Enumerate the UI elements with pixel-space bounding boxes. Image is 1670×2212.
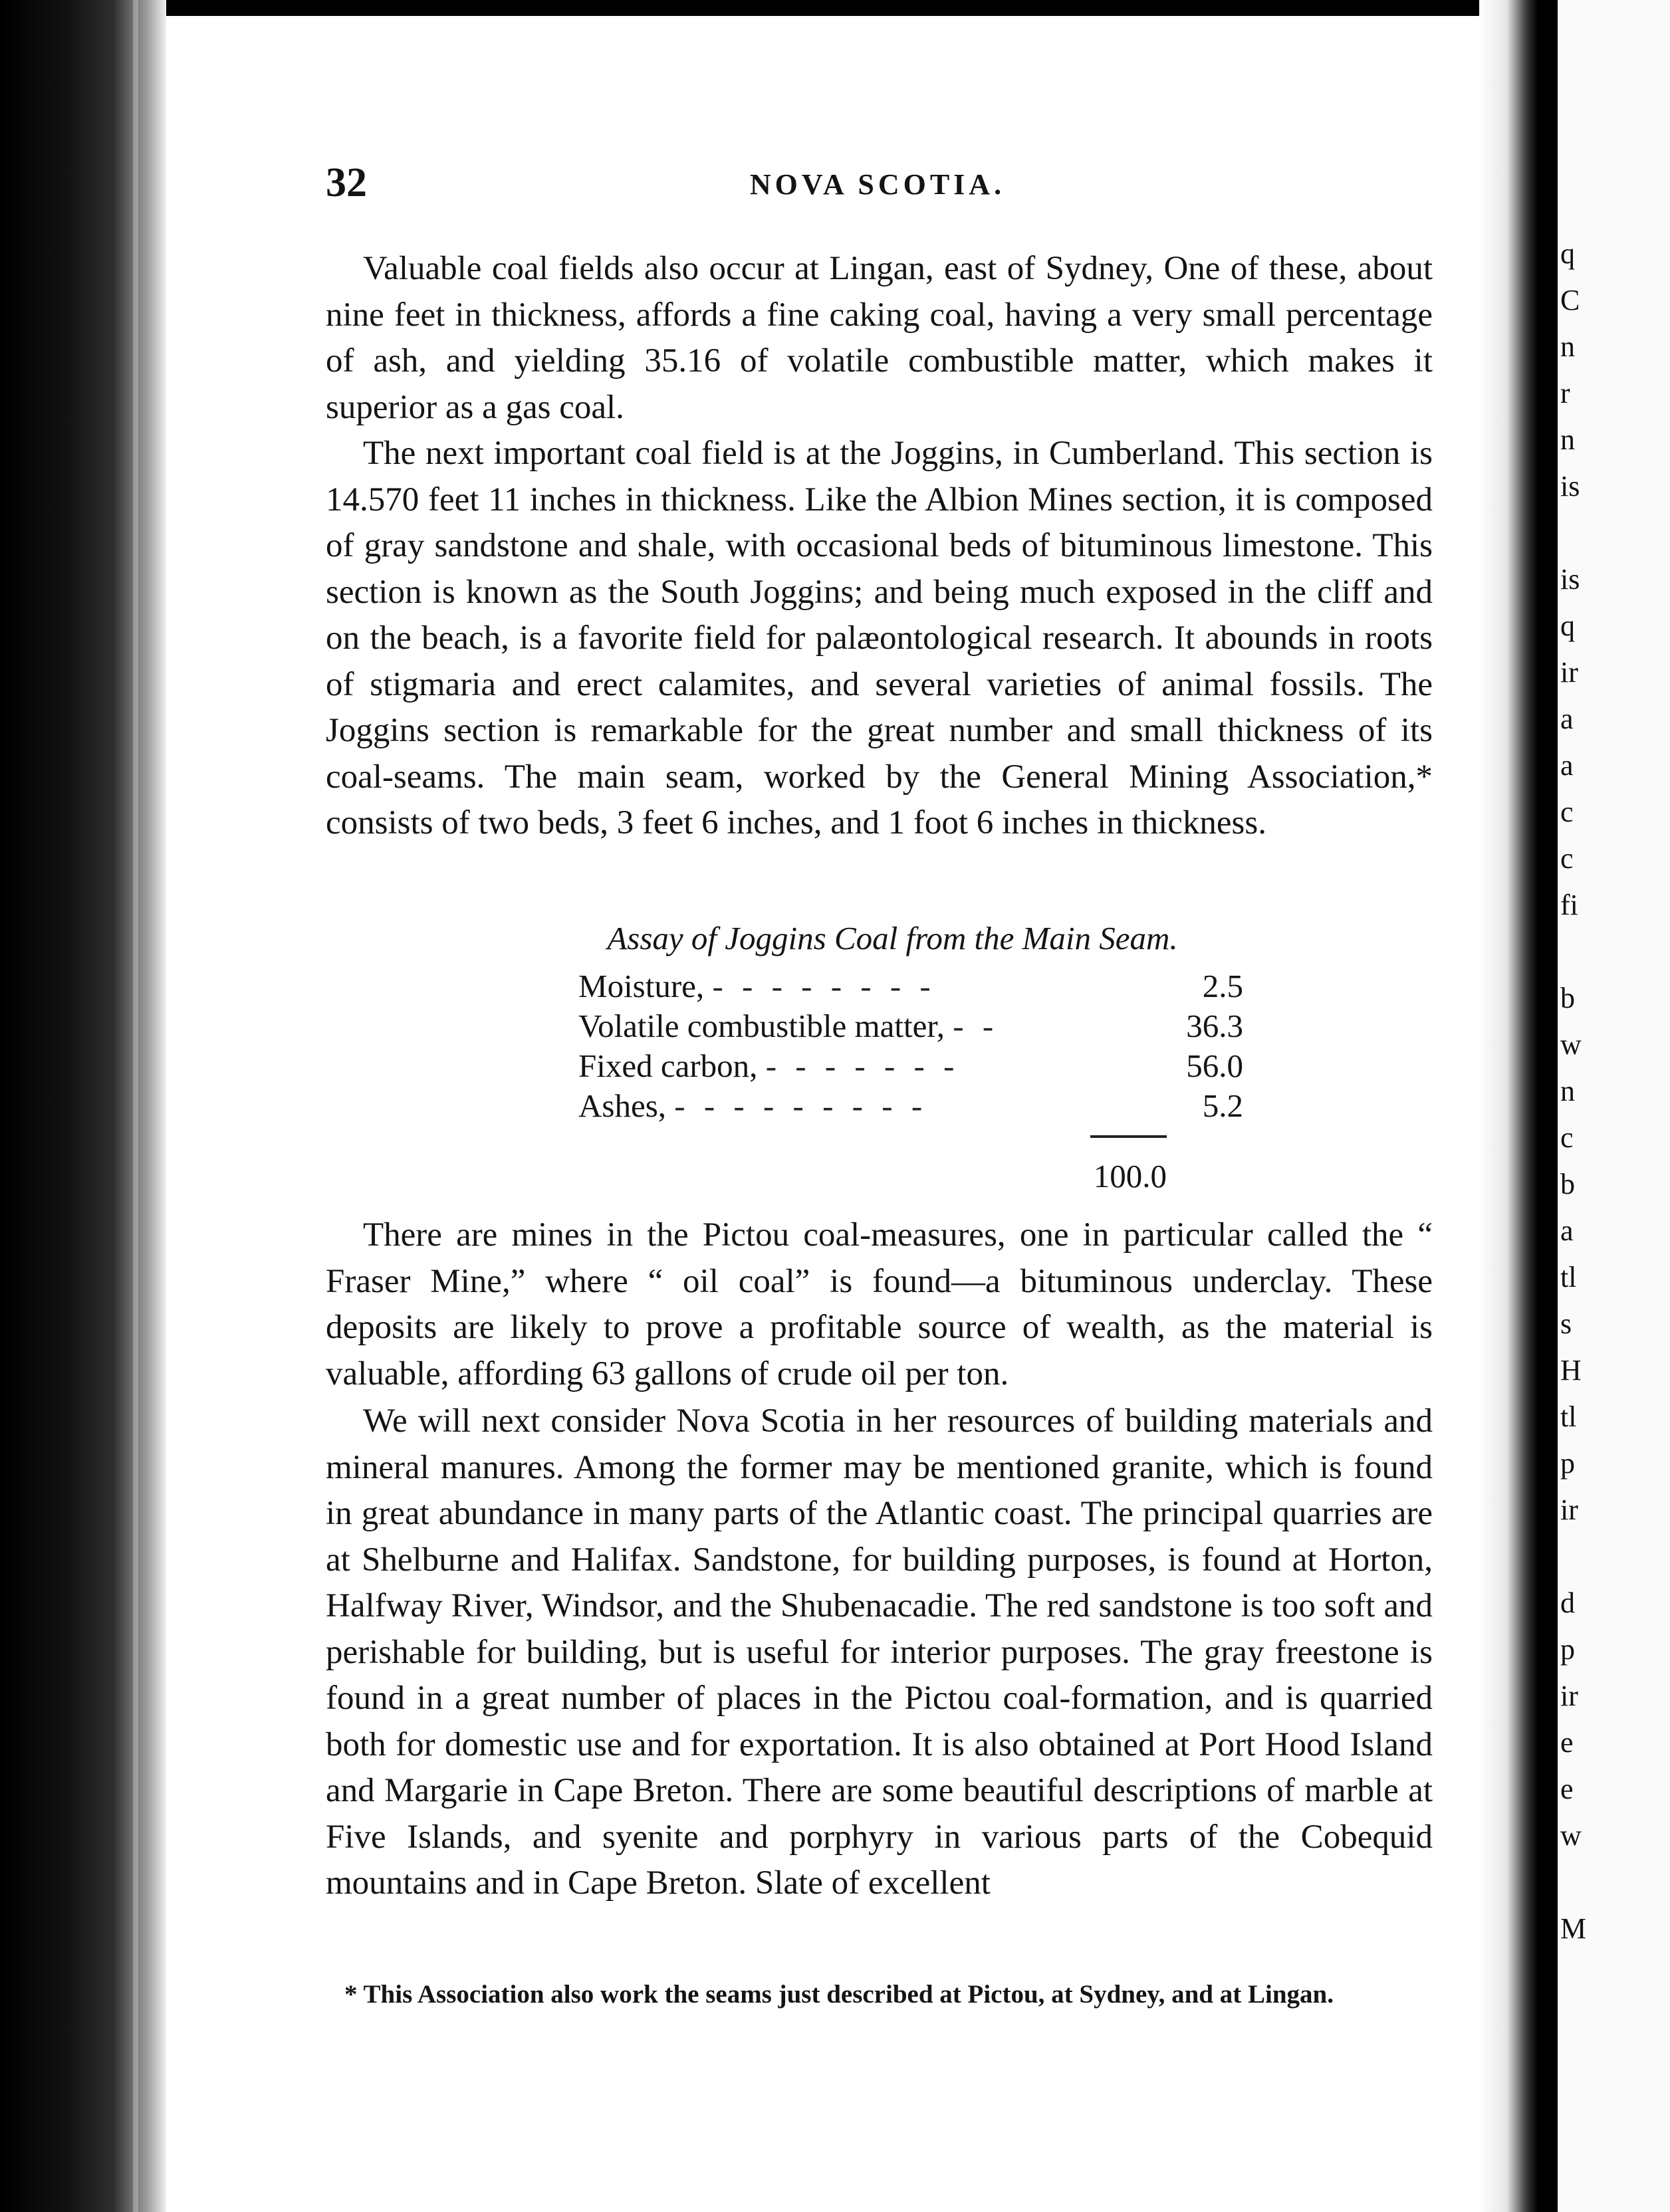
footnote: [307, 1977, 1424, 2011]
assay-value: 56.0: [1186, 1048, 1243, 1084]
assay-value: 5.2: [1202, 1087, 1243, 1124]
adjacent-page-fragment: is: [1560, 470, 1580, 502]
adjacent-page-edge: [1558, 0, 1670, 2212]
assay-table: [578, 966, 1243, 1126]
adjacent-page-fragment: a: [1560, 1214, 1574, 1247]
assay-row: [578, 1046, 1243, 1086]
adjacent-page-fragment: e: [1560, 1773, 1574, 1805]
adjacent-page-fragment: w: [1560, 1028, 1582, 1061]
adjacent-page-fragment: b: [1560, 1168, 1575, 1200]
footnote-text: * This Association also work the seams just described at Pictou, at Sydney, and at Lingan.: [344, 1980, 1334, 2009]
page-number: 32: [326, 160, 367, 205]
paragraph-lingan: [326, 246, 1433, 431]
assay-row: [578, 1006, 1243, 1046]
adjacent-page-fragment: r: [1560, 377, 1570, 409]
adjacent-page-fragment: ir: [1560, 1493, 1578, 1526]
adjacent-page-fragment: p: [1560, 1447, 1575, 1480]
adjacent-page-fragment: w: [1560, 1819, 1582, 1852]
adjacent-page-fragment: H: [1560, 1354, 1582, 1386]
adjacent-page-fragment: ir: [1560, 656, 1578, 689]
scan-left-border: [0, 0, 166, 2212]
adjacent-page-fragment: is: [1560, 563, 1580, 596]
assay-row: [578, 966, 1243, 1006]
assay-total: 100.0: [1093, 1158, 1167, 1194]
adjacent-page-fragment: q: [1560, 609, 1575, 642]
paragraph-text: There are mines in the Pictou coal-measures, one in particular called the “ Fraser Mine,” where “ oil coal” is found—a bituminous underclay. These deposits are likely to prove a profitable source of wealth, as the material is valuable, affording 63 gallons of crude oil per ton.: [326, 1216, 1433, 1392]
assay-value: 36.3: [1186, 1008, 1243, 1044]
adjacent-page-fragment: c: [1560, 796, 1574, 828]
adjacent-page-fragment: tl: [1560, 1400, 1577, 1433]
paragraph-text: We will next consider Nova Scotia in her resources of building materials and mineral manures. Among the former may be mentioned granite, which is found in great abundance in many parts of the Atlantic coast. The principal quarries are at Shelburne and Halifax. Sandstone, for building purposes, is found at Horton, Halfway River, Windsor, and the Shubenacadie. The red sandstone is too soft and perishable for building, but is useful for interior purposes. The gray freestone is found in a great number of places in the Pictou coal-formation, and is quarried both for domestic use and for exportation. It is also obtained at Port Hood Island and Margarie in Cape Breton. There are some beautiful descriptions of marble at Five Islands, and syenite and porphyry in various parts of the Cobequid mountains and in Cape Breton. Slate of excellent: [326, 1402, 1433, 1902]
assay-label: Ashes,: [578, 1087, 667, 1124]
adjacent-page-fragment: e: [1560, 1726, 1574, 1759]
adjacent-page-fragment: b: [1560, 982, 1575, 1014]
adjacent-page-fragment: ir: [1560, 1680, 1578, 1712]
adjacent-page-fragment: tl: [1560, 1261, 1577, 1293]
leader-dots: - - - - - - - -: [712, 968, 936, 1004]
paragraph-text: The next important coal field is at the Joggins, in Cumberland. This section is 14.570 feet 11 inches in thickness. Like the Albion Mines section, it is composed of gray sandstone and shale, with occasional beds of bituminous limestone. This section is known as the South Joggins; and being much exposed in the cliff and on the beach, is a favorite field for palæontological research. It abounds in roots of stigmaria and erect calamites, and several varieties of animal fossils. The Joggins section is remarkable for the great number and small thickness of its coal-seams. The main seam, worked by the General Mining Association,* consists of two beds, 3 feet 6 inches, and 1 foot 6 inches in thickness.: [326, 435, 1433, 841]
scan-edge-line: [133, 0, 138, 2212]
adjacent-page-fragment: p: [1560, 1633, 1575, 1666]
adjacent-page-fragment: a: [1560, 703, 1574, 735]
scan-top-border: [166, 0, 1479, 16]
paragraph-text: Valuable coal fields also occur at Lingan, east of Sydney, One of these, about nine feet in thickness, affords a fine caking coal, having a very small percentage of ash, and yielding 35.16 of volatile combustible matter, which makes it superior as a gas coal.: [326, 250, 1433, 426]
assay-label: Volatile combustible matter,: [578, 1008, 945, 1044]
assay-title: Assay of Joggins Coal from the Main Seam.: [607, 920, 1178, 956]
adjacent-page-fragment: n: [1560, 423, 1575, 456]
assay-block: [326, 915, 1433, 1194]
running-head: NOVA SCOTIA.: [749, 168, 1006, 201]
adjacent-page-fragment: q: [1560, 237, 1575, 270]
adjacent-page-fragment: c: [1560, 1121, 1574, 1154]
paragraph-building-materials: [326, 1398, 1433, 1907]
paragraph-pictou-mines: [326, 1212, 1433, 1397]
book-gutter: [1479, 0, 1558, 2212]
adjacent-page-fragment: n: [1560, 330, 1575, 363]
adjacent-page-fragment: c: [1560, 842, 1574, 875]
adjacent-page-fragment: a: [1560, 749, 1574, 782]
assay-row: [578, 1086, 1243, 1126]
leader-dots: - - - - - - -: [765, 1048, 960, 1084]
adjacent-page-fragment: C: [1560, 284, 1580, 316]
adjacent-page-fragment: d: [1560, 1587, 1575, 1619]
paragraph-joggins: [326, 431, 1433, 847]
adjacent-page-fragment: M: [1560, 1912, 1587, 1945]
total-rule: [1090, 1135, 1167, 1138]
assay-label: Fixed carbon,: [578, 1048, 758, 1084]
page-header: [326, 160, 1429, 213]
leader-dots: - -: [953, 1008, 999, 1044]
assay-value: 2.5: [1202, 968, 1243, 1004]
leader-dots: - - - - - - - - -: [674, 1087, 928, 1124]
assay-label: Moisture,: [578, 968, 705, 1004]
adjacent-page-fragment: s: [1560, 1307, 1572, 1340]
adjacent-page-fragment: fi: [1560, 889, 1578, 921]
adjacent-page-fragment: n: [1560, 1075, 1575, 1107]
